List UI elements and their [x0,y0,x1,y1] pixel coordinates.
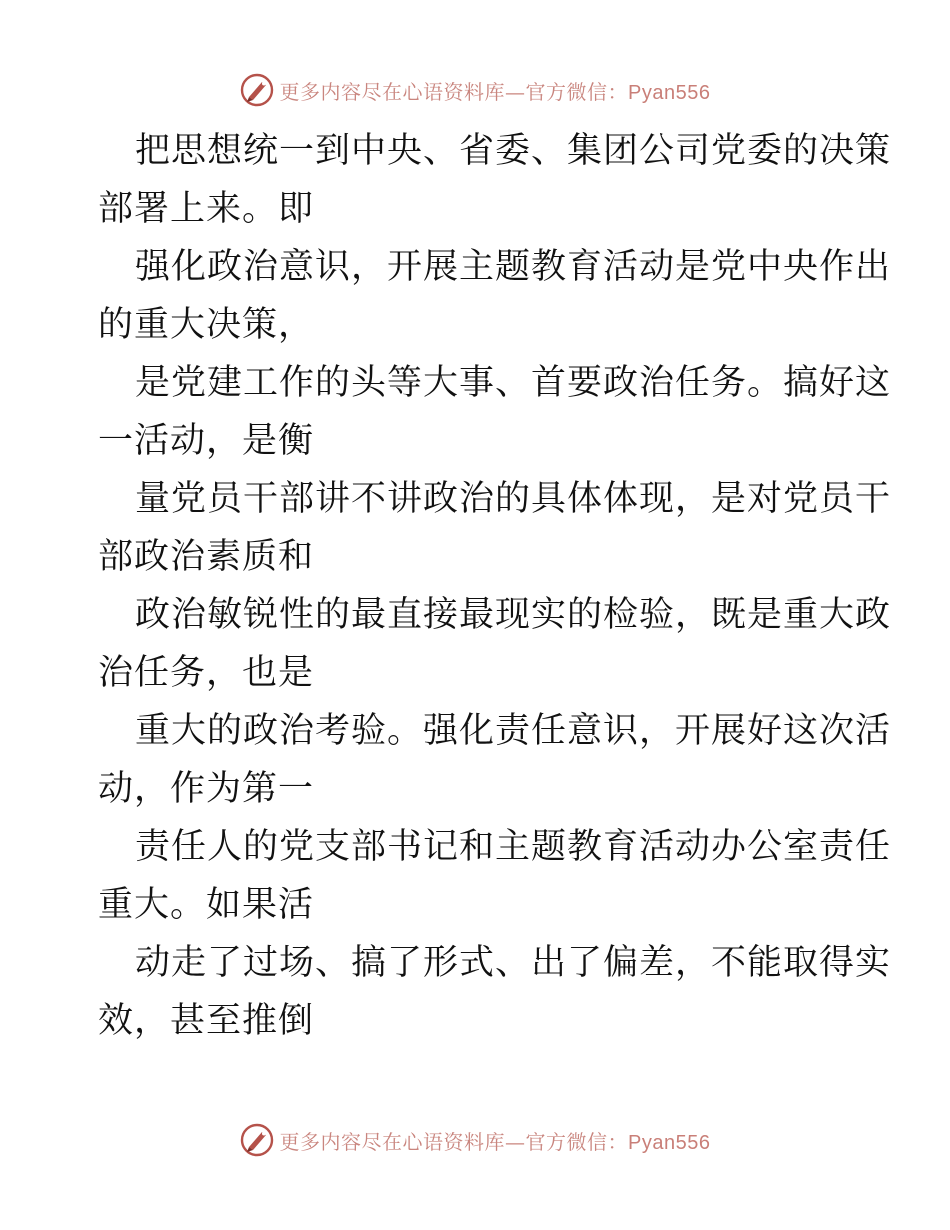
banner-wechat-id: Pyan556 [628,1131,711,1154]
paragraph-line-first: 是党建工作的头等大事、首要政治任务。搞好这 [135,363,892,403]
paragraph-line-second: 动，作为第一 [98,769,315,809]
header-banner [0,70,950,110]
banner-separator: — [505,79,526,104]
paragraph-line-first: 重大的政治考验。强化责任意识，开展好这次活 [135,711,892,751]
paragraph-line-second: 治任务，也是 [98,653,315,693]
footer-banner [0,1120,950,1160]
pen-logo-icon [240,73,274,107]
paragraph [98,818,892,934]
banner-wechat-id: Pyan556 [628,81,711,104]
banner-text [280,76,711,105]
banner-wechat-label: 官方微信： [525,1129,629,1154]
paragraph-line-first: 把思想统一到中央、省委、集团公司党委的决策 [135,131,892,171]
paragraph-line-second: 部政治素质和 [98,537,315,577]
paragraph-line-first: 强化政治意识，开展主题教育活动是党中央作出 [135,247,892,287]
paragraph-line-first: 责任人的党支部书记和主题教育活动办公室责任 [135,827,892,867]
paragraph [98,354,892,470]
paragraph-line-first: 政治敏锐性的最直接最现实的检验，既是重大政 [135,595,892,635]
paragraph [98,586,892,702]
paragraph-line-first: 量党员干部讲不讲政治的具体体现，是对党员干 [135,479,892,519]
banner-separator: — [505,1129,526,1154]
banner-text [280,1126,711,1155]
banner-site-name: 更多内容尽在心语资料库 [279,1129,506,1154]
document-body [98,122,892,1050]
paragraph [98,470,892,586]
paragraph [98,934,892,1050]
pen-logo-icon [240,1123,274,1157]
banner-wechat-label: 官方微信： [525,79,629,104]
paragraph [98,238,892,354]
paragraph [98,702,892,818]
banner-site-name: 更多内容尽在心语资料库 [279,79,506,104]
paragraph-line-second: 部署上来。即 [98,189,315,229]
paragraph-line-second: 重大。如果活 [98,885,315,925]
paragraph [98,122,892,238]
paragraph-line-first: 动走了过场、搞了形式、出了偏差，不能取得实 [135,943,892,983]
paragraph-line-second: 一活动，是衡 [98,421,315,461]
paragraph-line-second: 效，甚至推倒 [98,1001,315,1041]
paragraph-line-second: 的重大决策， [98,305,315,345]
